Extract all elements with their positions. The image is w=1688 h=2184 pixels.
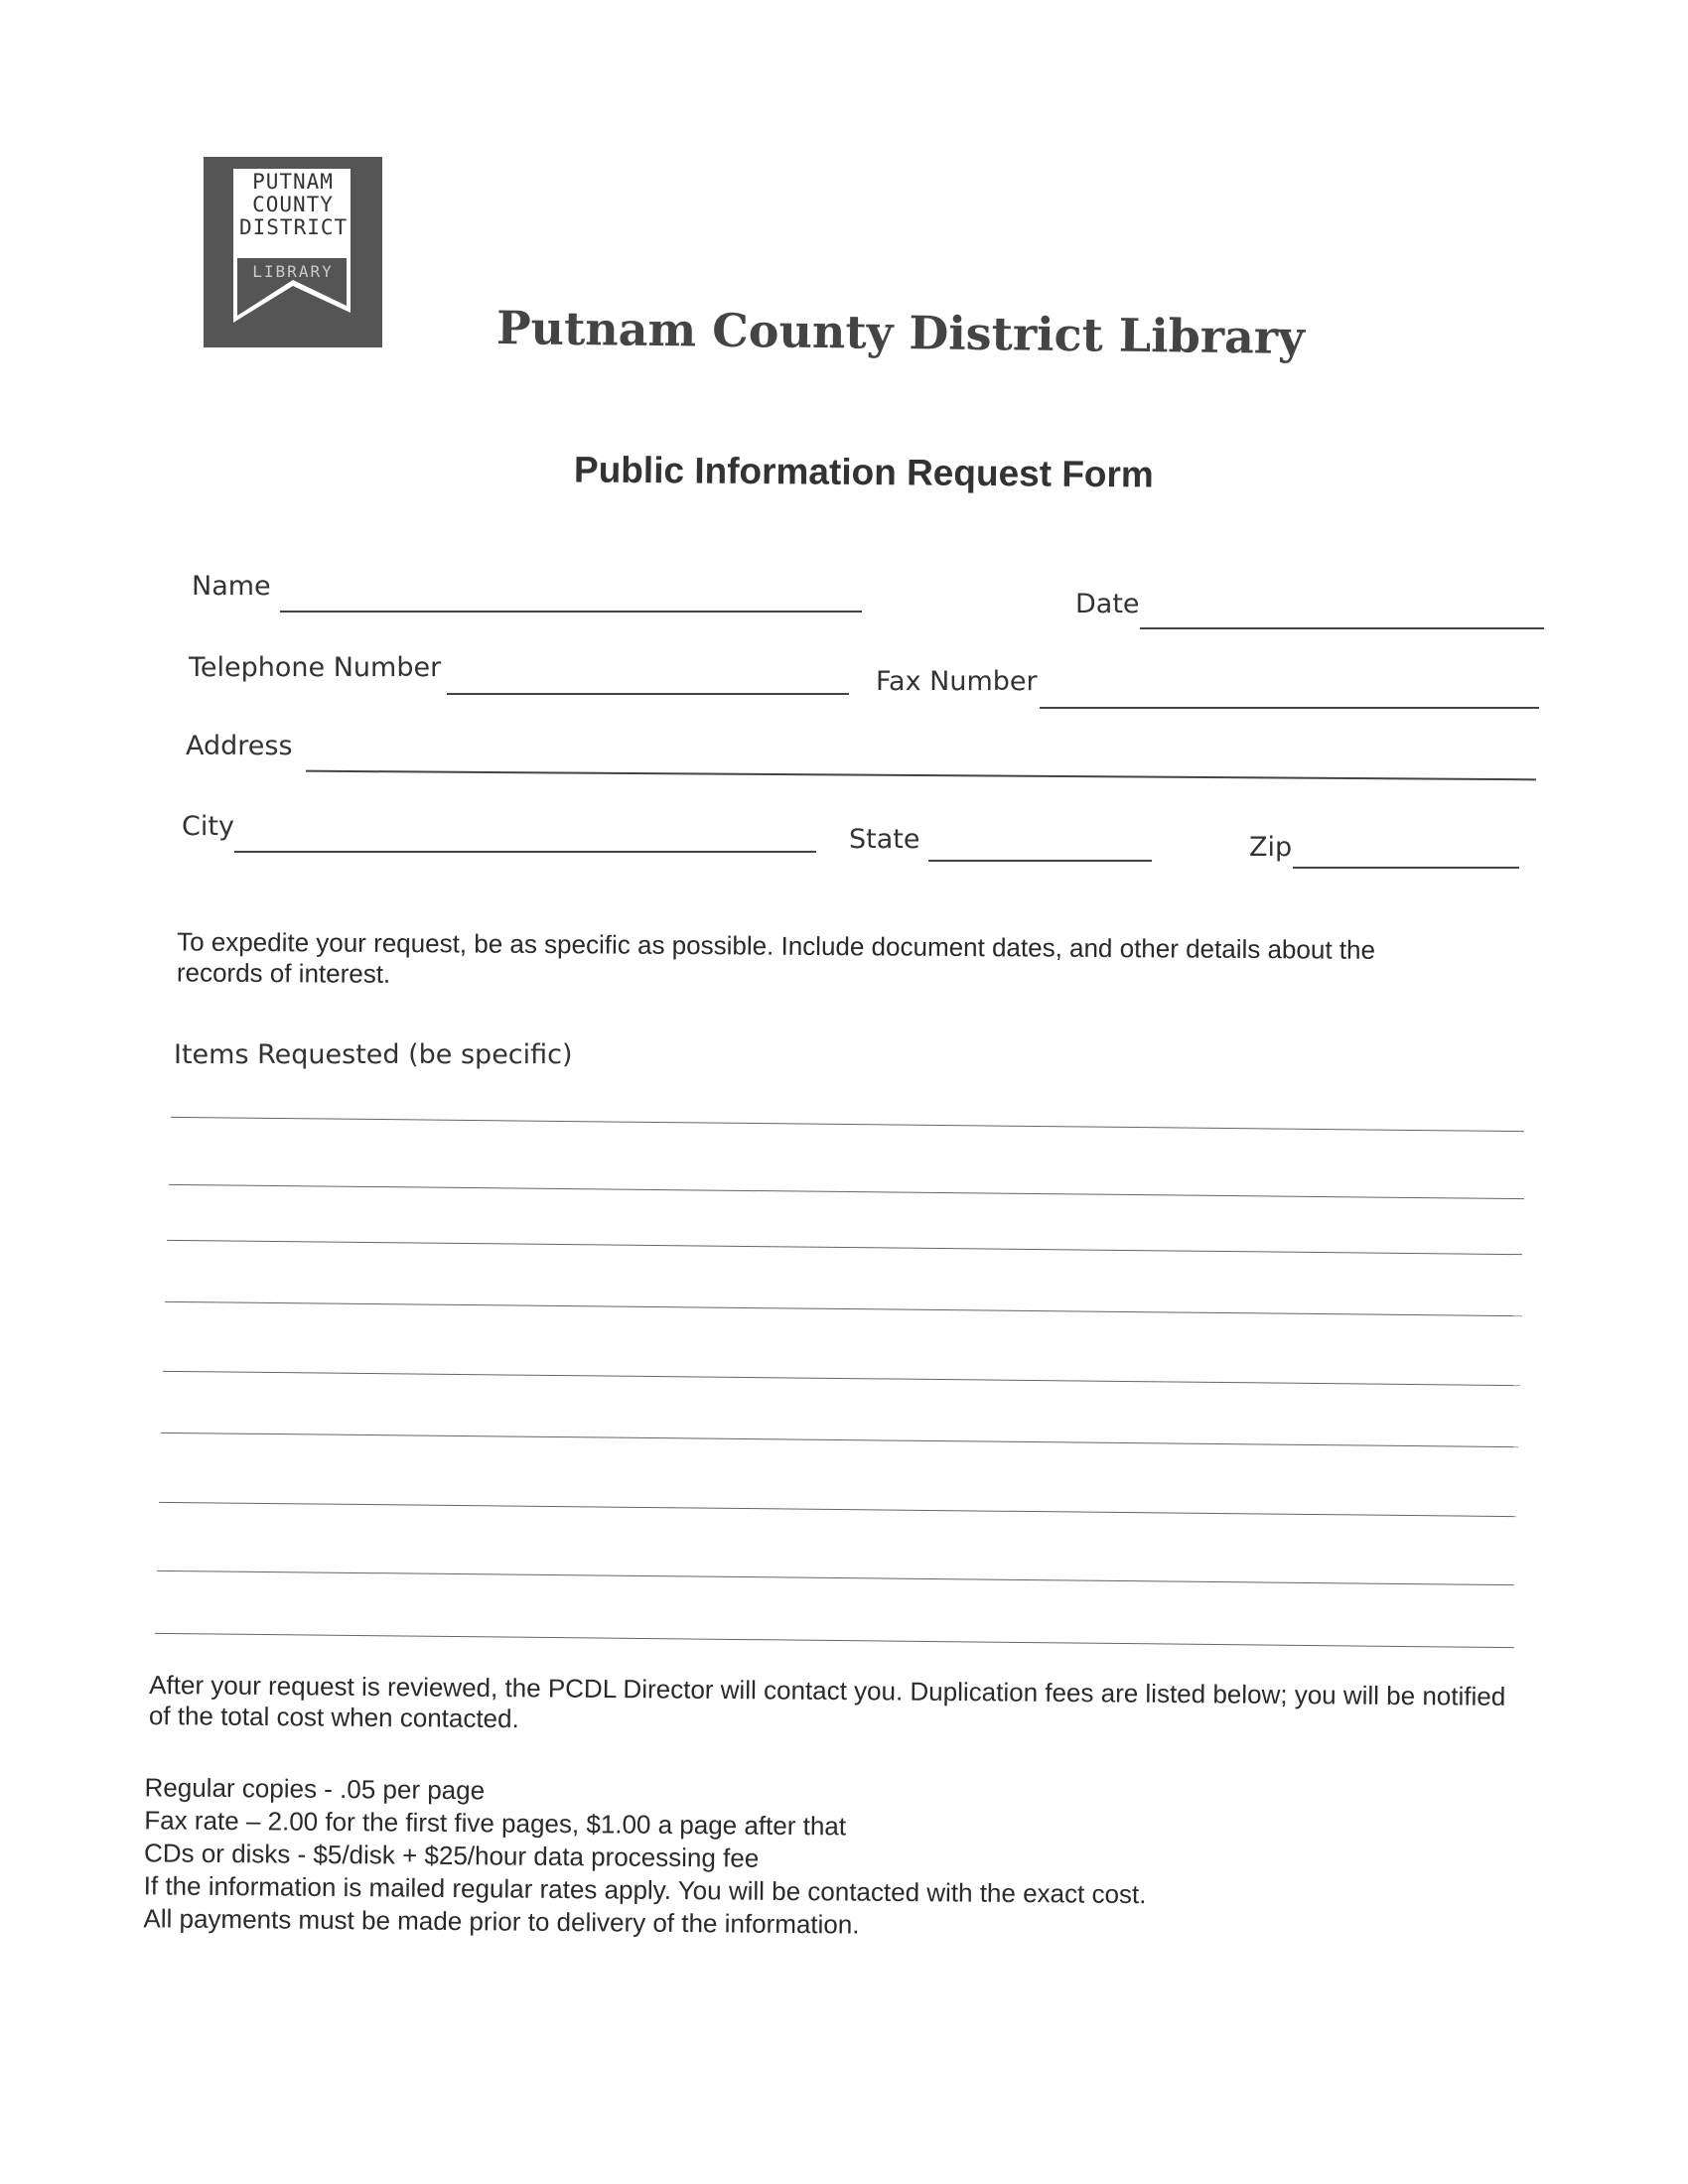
logo-line: DISTRICT (239, 215, 349, 239)
address-field[interactable] (306, 770, 1536, 781)
logo-line: COUNTY (252, 193, 334, 216)
fee-item: Regular copies - .05 per page (144, 1772, 486, 1806)
telephone-field[interactable] (447, 693, 849, 695)
telephone-label: Telephone Number (189, 652, 442, 683)
city-field[interactable] (234, 851, 816, 853)
instructions-text: To expedite your request, be as specific as possible. Include document dates, and other details about the records of interest. (176, 926, 1376, 989)
items-line[interactable] (159, 1502, 1516, 1517)
fee-list (143, 1771, 1435, 1946)
items-line[interactable] (157, 1570, 1514, 1585)
fee-item: If the information is mailed regular rates apply. You will be contacted with the exact cost. (143, 1870, 1147, 1910)
zip-field[interactable] (1293, 867, 1519, 869)
page-title: Putnam County District Library (495, 301, 1306, 364)
after-review-text: After your request is reviewed, the PCDL Director will contact you. Duplication fees are listed below; you will be notified of the total cost when contacted. (148, 1669, 1506, 1734)
items-line[interactable] (163, 1371, 1520, 1386)
fee-item: CDs or disks - $5/disk + $25/hour data processing fee (143, 1838, 760, 1873)
state-field[interactable] (928, 860, 1152, 862)
fee-item: Fax rate – 2.00 for the first five pages, $1.00 a page after that (144, 1805, 847, 1842)
date-field[interactable] (1140, 627, 1544, 629)
zip-label: Zip (1249, 832, 1293, 863)
logo-library-text: LIBRARY (252, 262, 334, 281)
logo-line: PUTNAM (252, 170, 334, 194)
address-label: Address (186, 731, 293, 761)
items-line[interactable] (171, 1117, 1524, 1132)
fee-item: All payments must be made prior to delivery of the information. (143, 1903, 860, 1940)
date-label: Date (1075, 589, 1140, 619)
form-title: Public Information Request Form (573, 449, 1155, 495)
items-line[interactable] (161, 1433, 1518, 1447)
items-requested-label: Items Requested (be specific) (174, 1039, 573, 1070)
items-line[interactable] (167, 1240, 1522, 1255)
items-line[interactable] (165, 1301, 1522, 1316)
fax-field[interactable] (1040, 707, 1539, 709)
items-line[interactable] (169, 1184, 1524, 1199)
items-line[interactable] (155, 1633, 1514, 1648)
library-logo (204, 157, 382, 347)
name-label: Name (192, 571, 271, 602)
name-field[interactable] (280, 611, 862, 613)
fax-label: Fax Number (876, 666, 1038, 697)
state-label: State (849, 824, 920, 855)
city-label: City (182, 811, 234, 842)
